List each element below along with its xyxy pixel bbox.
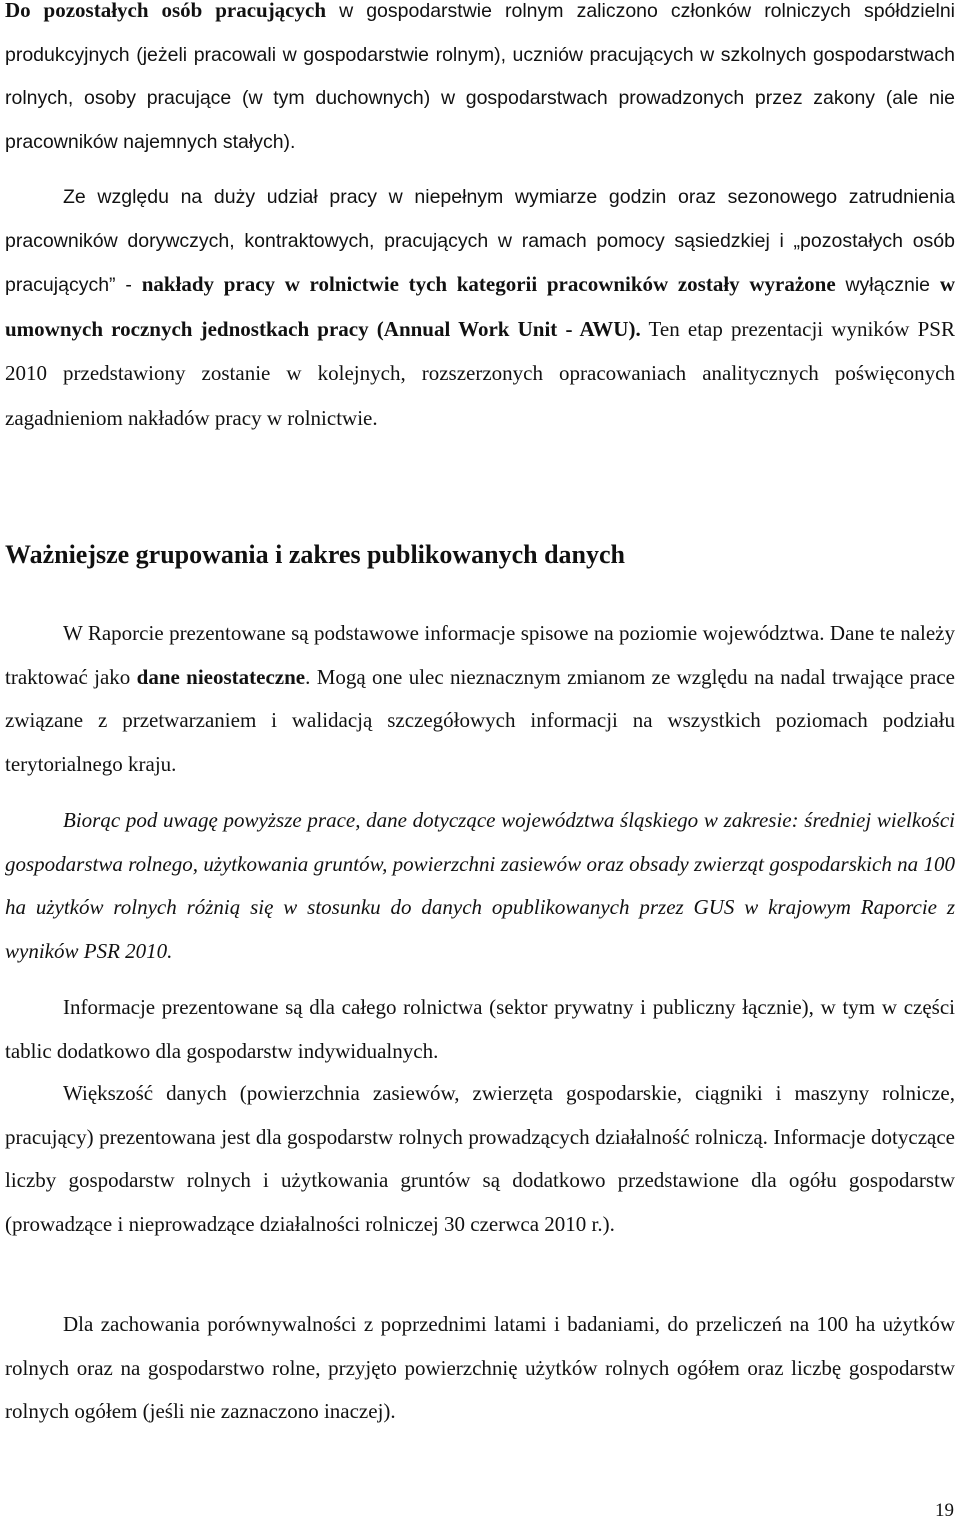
paragraph-other-workers: [5, 0, 955, 164]
paragraph-text: Ze względu na duży udział pracy w niepełnym wymiarze godzin oraz sezonowego zatrudnienia pracowników dorywczych, kontraktowych, pracujących w ramach pomocy sąsiedzkiej i „pozostałych osób pracujących” -: [5, 186, 955, 296]
bold-labor-input: nakłady pracy w rolnictwie tych kategorii pracowników zostały wyrażone: [141, 272, 836, 296]
paragraph-text: . Mogą one ulec nieznacznym zmianom ze względu na nadal trwające prace związane z przetwarzaniem i walidacją szczegółowych informacji na wszystkich poziomach podziału terytorialnego kraju.: [5, 664, 955, 776]
term-other-workers: Do pozostałych osób pracujących: [5, 0, 327, 22]
page-number: 19: [935, 1500, 954, 1521]
paragraph-data-majority: [5, 1072, 955, 1246]
section-heading: Ważniejsze grupowania i zakres publikowanych danych: [5, 540, 626, 569]
paragraph-text: Ten etap prezentacji wyników PSR 2010 przedstawiony zostanie w kolejnych, rozszerzonych opracowaniach analitycznych poświęconych zagadnieniom nakładów pracy w rolnictwie.: [5, 316, 955, 430]
paragraph-text: W Raporcie prezentowane są podstawowe informacje spisowe na poziomie województwa. Dane te należy traktować jako: [5, 621, 955, 689]
bold-awu-units: w umownych rocznych jednostkach pracy (Annual Work Unit - AWU).: [5, 272, 956, 341]
paragraph-report-scope: [5, 612, 955, 786]
paragraph-text: Informacje prezentowane są dla całego rolnictwa (sektor prywatny i publiczny łącznie), w tym w części tablic dodatkowo dla gospodarstw indywidualnych.: [5, 995, 955, 1063]
paragraph-sector-scope: [5, 986, 955, 1073]
paragraph-comparability: [5, 1303, 955, 1434]
paragraph-silesian-data: [5, 799, 955, 973]
paragraph-awu: [5, 176, 955, 441]
paragraph-text: Większość danych (powierzchnia zasiewów, zwierzęta gospodarskie, ciągniki i maszyny rolnicze, pracujący) prezentowana jest dla gospodarstw rolnych prowadzących działalność rolniczą. Informacje dotyczące liczby gospodarstw rolnych i użytkowania gruntów są dodatkowo przedstawione dla ogółu gospodarstw (prowadzące i nieprowadzące działalności rolniczej 30 czerwca 2010 r.).: [5, 1081, 955, 1236]
paragraph-text: Dla zachowania porównywalności z poprzednimi latami i badaniami, do przeliczeń na 100 ha użytków rolnych oraz na gospodarstwo rolne, przyjęto powierzchnię użytków rolnych ogółem oraz liczbę gospodarstw rolnych ogółem (jeśli nie zaznaczono inaczej).: [5, 1312, 955, 1423]
italic-text: Biorąc pod uwagę powyższe prace, dane dotyczące województwa śląskiego w zakresie: średniej wielkości gospodarstwa rolnego, użytkowania gruntów, powierzchni zasiewów oraz obsady zwierząt gospodarskich na 100 ha użytków rolnych różnią się w stosunku do danych opublikowanych przez GUS w krajowym Raporcie z wyników PSR 2010.: [5, 808, 955, 963]
paragraph-text: wyłącznie: [835, 274, 940, 296]
bold-preliminary-data: dane nieostateczne: [136, 664, 306, 689]
paragraph-text: w gospodarstwie rolnym zaliczono członków rolniczych spółdzielni produkcyjnych (jeżeli pracowali w gospodarstwie rolnym), uczniów pracujących w szkolnych gospodarstwach rolnych, osoby pracujące (w tym duchownych) w gospodarstwach prowadzonych przez zakony (ale nie pracowników najemnych stałych).: [5, 0, 955, 153]
